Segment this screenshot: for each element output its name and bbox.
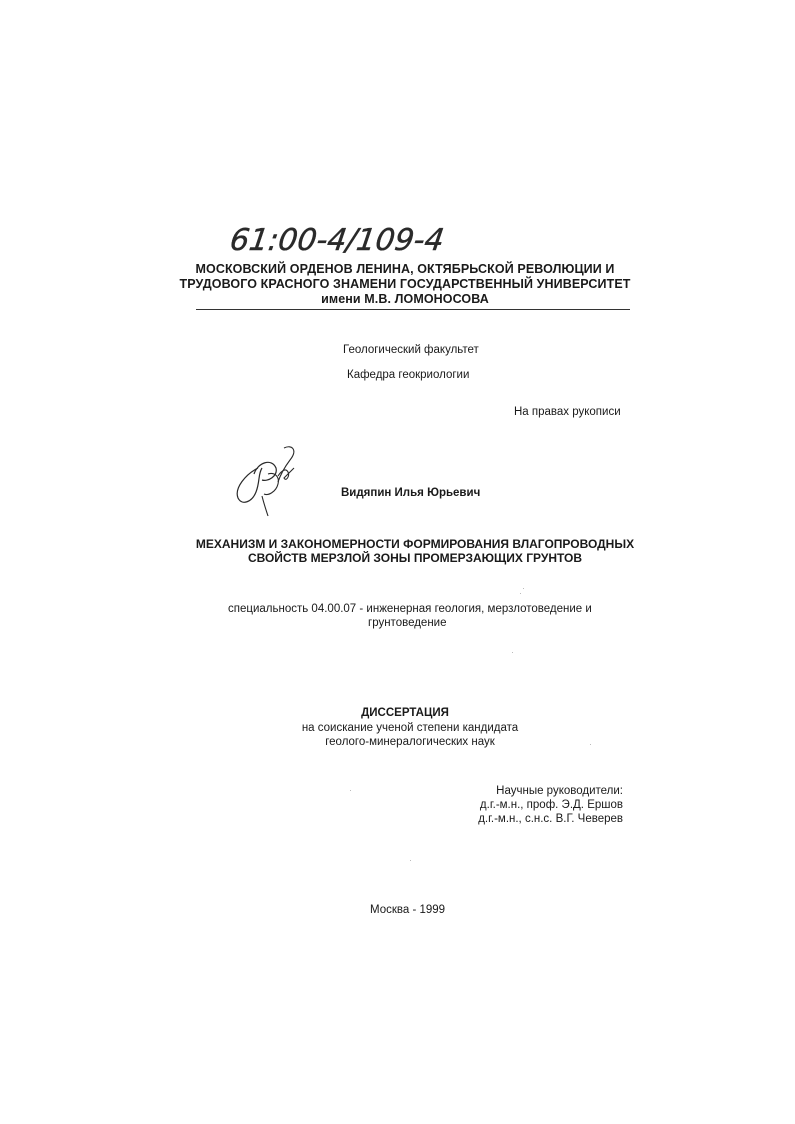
supervisors-heading: Научные руководители: (496, 785, 623, 797)
faculty: Геологический факультет (343, 344, 479, 356)
scan-speck (523, 588, 524, 589)
university-line-3: имени М.В. ЛОМОНОСОВА (321, 292, 489, 306)
scan-speck (520, 593, 521, 594)
place-and-year: Москва - 1999 (370, 904, 446, 916)
handwritten-archive-code-drawing (228, 214, 498, 264)
thesis-title-line-1: МЕХАНИЗМ И ЗАКОНОМЕРНОСТИ ФОРМИРОВАНИЯ ВЛАГОПРОВОДНЫХ (195, 537, 635, 551)
scan-speck (410, 860, 411, 861)
handwritten-archive-code-text: 61:00-4/109-4 (228, 223, 447, 258)
degree-line-1: на соискание ученой степени кандидата (301, 722, 519, 734)
specialty-line-1: специальность 04.00.07 - инженерная геология, мерзлотоведение и (228, 603, 592, 615)
scan-speck (350, 790, 351, 791)
dissertation-heading: ДИССЕРТАЦИЯ (361, 707, 449, 719)
signature-drawing (228, 438, 300, 520)
thesis-title-line-2: СВОЙСТВ МЕРЗЛОЙ ЗОНЫ ПРОМЕРЗАЮЩИХ ГРУНТОВ (247, 551, 583, 565)
scan-speck (590, 744, 591, 745)
header-divider (196, 309, 630, 310)
supervisor-1: д.г.-м.н., проф. Э.Д. Ершов (479, 799, 623, 811)
specialty-line-2: грунтоведение (368, 617, 447, 629)
university-line-1: МОСКОВСКИЙ ОРДЕНОВ ЛЕНИНА, ОКТЯБРЬСКОЙ РЕВОЛЮЦИИ И (195, 262, 615, 276)
scan-speck (512, 652, 513, 653)
handwritten-archive-code (228, 214, 498, 264)
department: Кафедра геокриологии (347, 369, 470, 381)
manuscript-note: На правах рукописи (514, 406, 621, 418)
degree-line-2: геолого-минералогических наук (325, 736, 495, 748)
author-name: Видяпин Илья Юрьевич (341, 487, 481, 499)
supervisor-2: д.г.-м.н., с.н.с. В.Г. Чеверев (478, 813, 623, 825)
university-line-2: ТРУДОВОГО КРАСНОГО ЗНАМЕНИ ГОСУДАРСТВЕННЫЙ УНИВЕРСИТЕТ (179, 277, 631, 291)
handwritten-signature (228, 438, 300, 520)
